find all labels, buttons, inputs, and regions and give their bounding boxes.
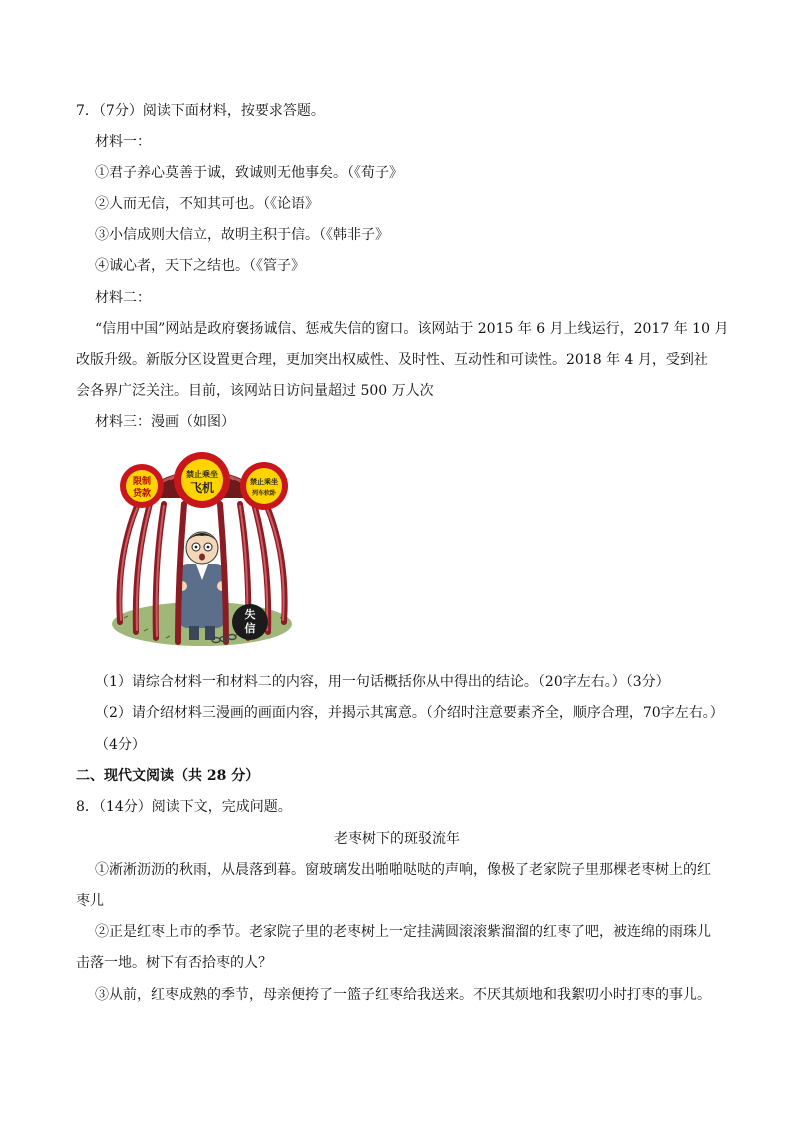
ball-text: 失 bbox=[244, 608, 256, 621]
subquestion-1: （1）请综合材料一和材料二的内容，用一句话概括你从中得出的结论。（20字左右。）（3分） bbox=[95, 674, 670, 690]
material-1-item: ②人而无信，不知其可也。（《论语》 bbox=[95, 196, 319, 212]
ball-text: 信 bbox=[244, 622, 256, 635]
subquestion-2-score: （4分） bbox=[95, 737, 146, 753]
sign-flight-ban bbox=[174, 452, 230, 508]
article-title: 老枣树下的斑驳流年 bbox=[334, 831, 460, 847]
material-1-title: 材料一： bbox=[95, 134, 151, 150]
material-1-item: ③小信成则大信立，故明主积于信。（《韩非子》 bbox=[95, 227, 389, 243]
paragraph-1-line: ①淅淅沥沥的秋雨，从晨落到暮。窗玻璃发出啪啪哒哒的声响，像极了老家院子里那棵老枣树上的红 bbox=[95, 862, 711, 878]
sign-text: 禁止乘坐 bbox=[250, 478, 278, 486]
material-2-title: 材料二： bbox=[95, 290, 151, 306]
paragraph-3-line: ③从前，红枣成熟的季节，母亲便挎了一篮子红枣给我送来。不厌其烦地和我絮叨小时打枣的事儿。 bbox=[95, 987, 711, 1003]
sign-loan-restriction bbox=[120, 464, 164, 508]
material-1-item: ④诚心者，天下之结也。（《管子》 bbox=[95, 258, 305, 274]
subquestion-2: （2）请介绍材料三漫画的画面内容，并揭示其寓意。（介绍时注意要素齐全，顺序合理，70字左右。） bbox=[95, 705, 724, 721]
paragraph-1-line: 枣儿 bbox=[76, 893, 104, 909]
sign-train-ban bbox=[240, 462, 288, 510]
material-2-line: “信用中国”网站是政府褒扬诚信、惩戒失信的窗口。该网站于 2015 年 6 月上线运行，2017 年 10 月 bbox=[95, 321, 729, 337]
material-1-item: ①君子养心莫善于诚，致诚则无他事矣。（《荀子》 bbox=[95, 165, 403, 181]
question-7-heading: 7．（7分）阅读下面材料，按要求答题。 bbox=[76, 103, 325, 119]
sign-text: 飞机 bbox=[189, 481, 215, 495]
material-2-line: 改版升级。新版分区设置更合理，更加突出权威性、及时性、互动性和可读性。2018 年 4 月，受到社 bbox=[76, 352, 708, 368]
sign-text: 限制 bbox=[132, 477, 152, 487]
sign-text: 贷款 bbox=[132, 489, 152, 499]
credit-cartoon-image bbox=[104, 446, 300, 650]
trapped-man bbox=[177, 532, 227, 640]
paragraph-2-line: ②正是红枣上市的季节。老家院子里的老枣树上一定挂满圆滚滚紫溜溜的红枣了吧，被连绵的雨珠儿 bbox=[95, 924, 711, 940]
sign-text: 禁止乘坐 bbox=[186, 470, 218, 479]
paragraph-2-line: 击落一地。树下有否拾枣的人？ bbox=[76, 955, 272, 971]
material-3-title: 材料三：漫画（如图） bbox=[95, 414, 235, 430]
material-2-line: 会各界广泛关注。目前，该网站日访问量超过 500 万人次 bbox=[76, 383, 434, 399]
section-2-heading: 二、现代文阅读（共 28 分） bbox=[76, 768, 260, 784]
question-8-heading: 8．（14分）阅读下文，完成问题。 bbox=[76, 799, 292, 815]
sign-text: 列车软卧 bbox=[251, 490, 277, 497]
